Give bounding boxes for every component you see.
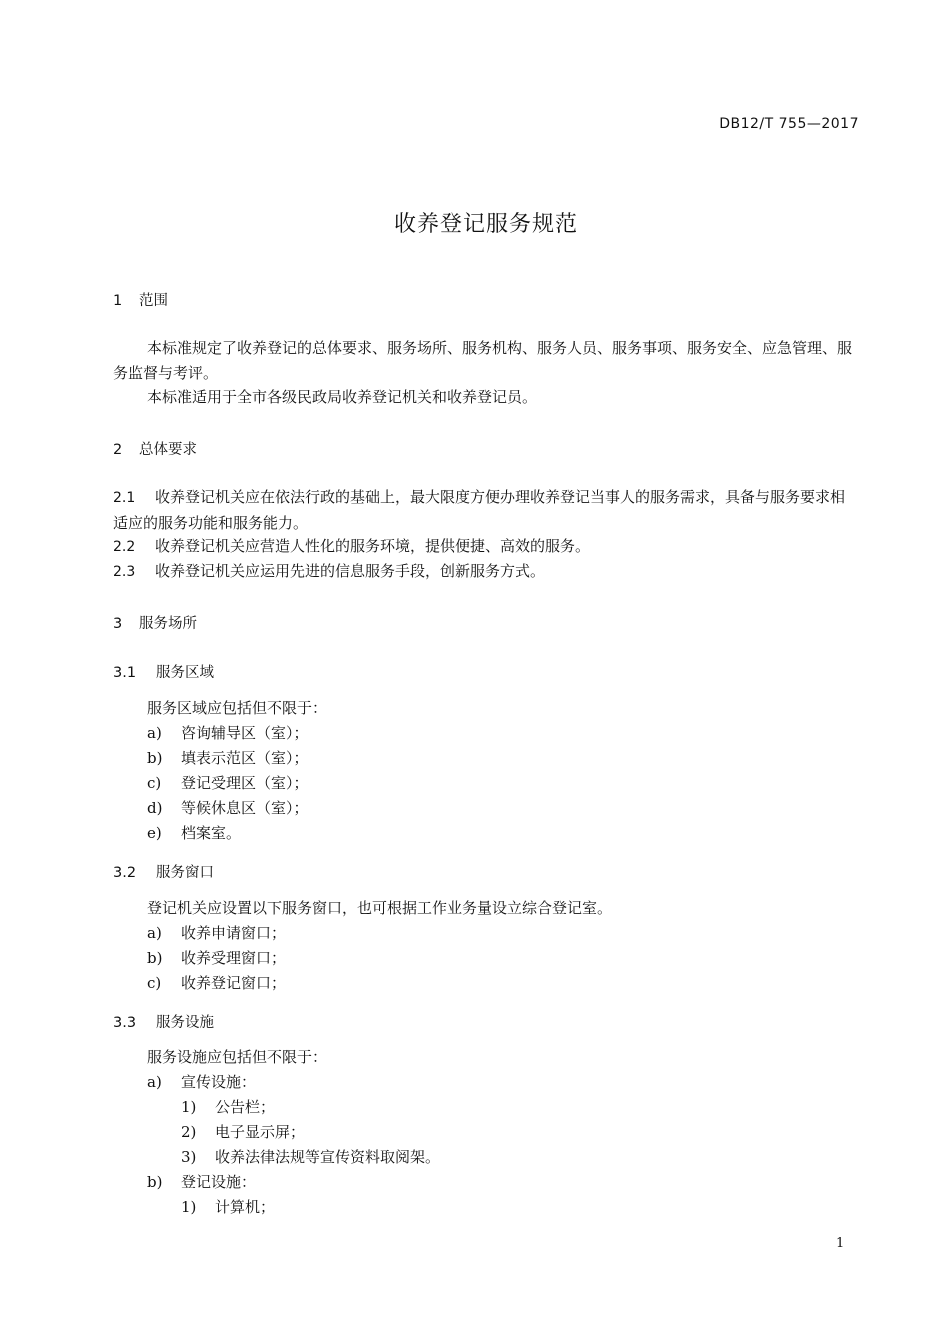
sub-list-item (181, 1146, 440, 1167)
list-marker: a) (147, 724, 162, 742)
list-marker: c) (147, 974, 162, 992)
sub-list-item (181, 1096, 275, 1117)
section-title: 总体要求 (139, 442, 197, 458)
list-text: 收养法律法规等宣传资料取阅架。 (215, 1148, 441, 1166)
list-item (147, 947, 286, 968)
section-3-heading (113, 612, 197, 633)
list-marker: c) (147, 774, 162, 792)
list-item (147, 972, 286, 993)
standard-code: DB12/T 755—2017 (719, 116, 859, 132)
page-number: 1 (836, 1236, 845, 1251)
clause-number: 2.1 (113, 490, 136, 506)
scope-paragraph-2: 本标准适用于全市各级民政局收养登记机关和收养登记员。 (147, 388, 538, 406)
clause-2-1 (113, 485, 859, 536)
list-item (147, 922, 286, 943)
document-title: 收养登记服务规范 (393, 212, 578, 237)
list-item (147, 1071, 256, 1092)
section-2-heading (113, 438, 197, 459)
subsection-number: 3.3 (113, 1015, 137, 1031)
list-item (147, 797, 309, 818)
list-text: 电子显示屏； (215, 1123, 306, 1141)
list-text: 等候休息区（室）； (181, 799, 309, 817)
list-marker: e) (147, 824, 162, 842)
list-marker: a) (147, 924, 162, 942)
list-text: 收养登记窗口； (181, 974, 287, 992)
list-text: 收养受理窗口； (181, 949, 287, 967)
clause-number: 2.2 (113, 539, 136, 555)
list-marker: b) (147, 749, 163, 767)
list-text: 公告栏； (215, 1098, 276, 1116)
section-number: 3 (113, 616, 123, 632)
list-item (147, 747, 309, 768)
section-1-heading (113, 289, 168, 310)
list-marker: b) (147, 1173, 163, 1191)
clause-text: 收养登记机关应在依法行政的基础上，最大限度方便办理收养登记当事人的服务需求，具备与服务要求相适应的服务功能和服务能力。 (113, 488, 846, 532)
subsection-intro: 服务区域应包括但不限于： (147, 699, 328, 717)
clause-text: 收养登记机关应营造人性化的服务环境，提供便捷、高效的服务。 (155, 537, 591, 555)
list-text: 收养申请窗口； (181, 924, 287, 942)
subsection-number: 3.1 (113, 665, 137, 681)
subsection-intro: 登记机关应设置以下服务窗口，也可根据工作业务量设立综合登记室。 (147, 899, 613, 917)
list-text: 计算机； (215, 1198, 276, 1216)
list-text: 登记受理区（室）； (181, 774, 309, 792)
list-marker: 2) (181, 1123, 197, 1141)
list-item (147, 1171, 256, 1192)
clause-2-3 (113, 560, 545, 581)
list-marker: b) (147, 949, 163, 967)
list-text: 档案室。 (181, 824, 242, 842)
subsection-title: 服务设施 (156, 1015, 214, 1031)
subsection-intro: 服务设施应包括但不限于： (147, 1048, 328, 1066)
clause-2-2 (113, 535, 590, 556)
subsection-number: 3.2 (113, 865, 137, 881)
list-text: 填表示范区（室）； (181, 749, 309, 767)
list-marker: 1) (181, 1198, 197, 1216)
list-item (147, 722, 309, 743)
clause-number: 2.3 (113, 564, 136, 580)
subsection-title: 服务区域 (156, 665, 214, 681)
subsection-title: 服务窗口 (156, 865, 214, 881)
list-marker: 1) (181, 1098, 197, 1116)
list-item (147, 772, 309, 793)
clause-text: 收养登记机关应运用先进的信息服务手段，创新服务方式。 (155, 562, 546, 580)
subsection-3-1-heading (113, 661, 214, 682)
list-marker: d) (147, 799, 163, 817)
list-marker: 3) (181, 1148, 197, 1166)
sub-list-item (181, 1196, 275, 1217)
subsection-3-3-heading (113, 1011, 214, 1032)
section-title: 服务场所 (139, 616, 197, 632)
list-item (147, 822, 241, 843)
list-text: 咨询辅导区（室）； (181, 724, 309, 742)
scope-paragraph-1: 本标准规定了收养登记的总体要求、服务场所、服务机构、服务人员、服务事项、服务安全、应急管理、服务监督与考评。 (113, 339, 853, 382)
list-marker: a) (147, 1073, 162, 1091)
section-number: 1 (113, 293, 123, 309)
list-text: 宣传设施： (181, 1073, 257, 1091)
section-title: 范围 (139, 293, 168, 309)
section-number: 2 (113, 442, 123, 458)
subsection-3-2-heading (113, 861, 214, 882)
sub-list-item (181, 1121, 305, 1142)
list-text: 登记设施： (181, 1173, 257, 1191)
